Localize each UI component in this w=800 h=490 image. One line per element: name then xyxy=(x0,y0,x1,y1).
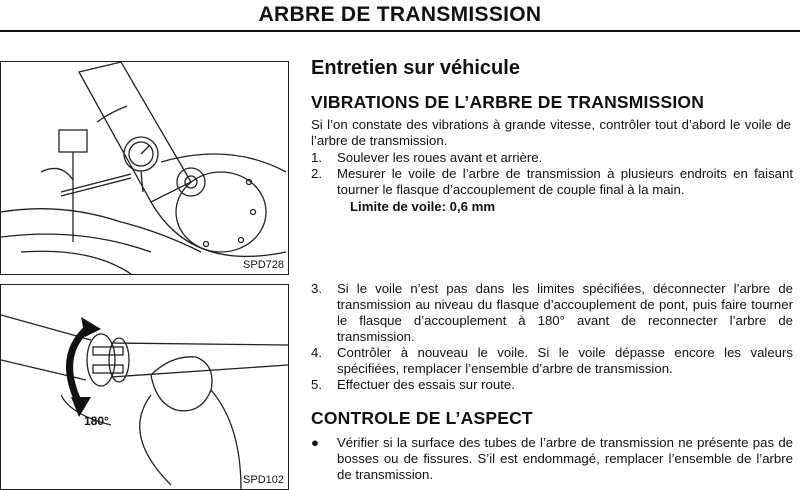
step-number: 4. xyxy=(311,345,322,360)
step-text: Contrôler à nouveau le voile. Si le voile dépasse encore les valeurs spécifiées, remplacer l’ensemble d’arbre de transmission. xyxy=(337,345,793,376)
figure-code: SPD728 xyxy=(243,259,284,271)
aspect-text: Vérifier si la surface des tubes de l’arbre de transmission ne présente pas de bosses ou de fissures. S’il est endommagé, remplacer l’ensemble de l’arbre de transmission. xyxy=(337,435,793,482)
step-number: 3. xyxy=(311,281,322,296)
runout-illustration xyxy=(1,62,288,274)
step-number: 1. xyxy=(311,150,322,165)
step-text: Effectuer des essais sur route. xyxy=(337,377,515,392)
vibrations-intro: Si l’on constate des vibrations à grande vitesse, contrôler tout d’abord le voile de l’arbre de transmission. xyxy=(311,117,791,148)
runout-limit: Limite de voile: 0,6 mm xyxy=(350,199,496,214)
figure-runout-measurement xyxy=(0,61,289,275)
section-title: Entretien sur véhicule xyxy=(311,57,520,79)
bullet-icon: ● xyxy=(311,435,319,450)
page-title: ARBRE DE TRANSMISSION xyxy=(258,3,542,26)
figure-flange-rotation xyxy=(0,284,289,490)
vibrations-heading: VIBRATIONS DE L’ARBRE DE TRANSMISSION xyxy=(311,92,705,112)
flange-rotation-illustration xyxy=(1,285,288,489)
figure-code: SPD102 xyxy=(243,474,284,486)
step-number: 2. xyxy=(311,166,322,181)
step-number: 5. xyxy=(311,377,322,392)
step-text: Si le voile n’est pas dans les limites spécifiées, déconnecter l’arbre de transmission au niveau du flasque d’accouplement de pont, puis faire tourner le flasque d’accouplement à 180° avant de reconnecter l’arbre de transmission. xyxy=(337,281,793,344)
aspect-heading: CONTROLE DE L’ASPECT xyxy=(311,408,533,428)
rotation-angle-label: 180° xyxy=(84,414,109,428)
title-rule xyxy=(0,30,800,32)
step-text: Mesurer le voile de l’arbre de transmission à plusieurs endroits en faisant tourner le flasque d’accouplement de couple final à la main. xyxy=(337,166,793,197)
step-text: Soulever les roues avant et arrière. xyxy=(337,150,543,165)
